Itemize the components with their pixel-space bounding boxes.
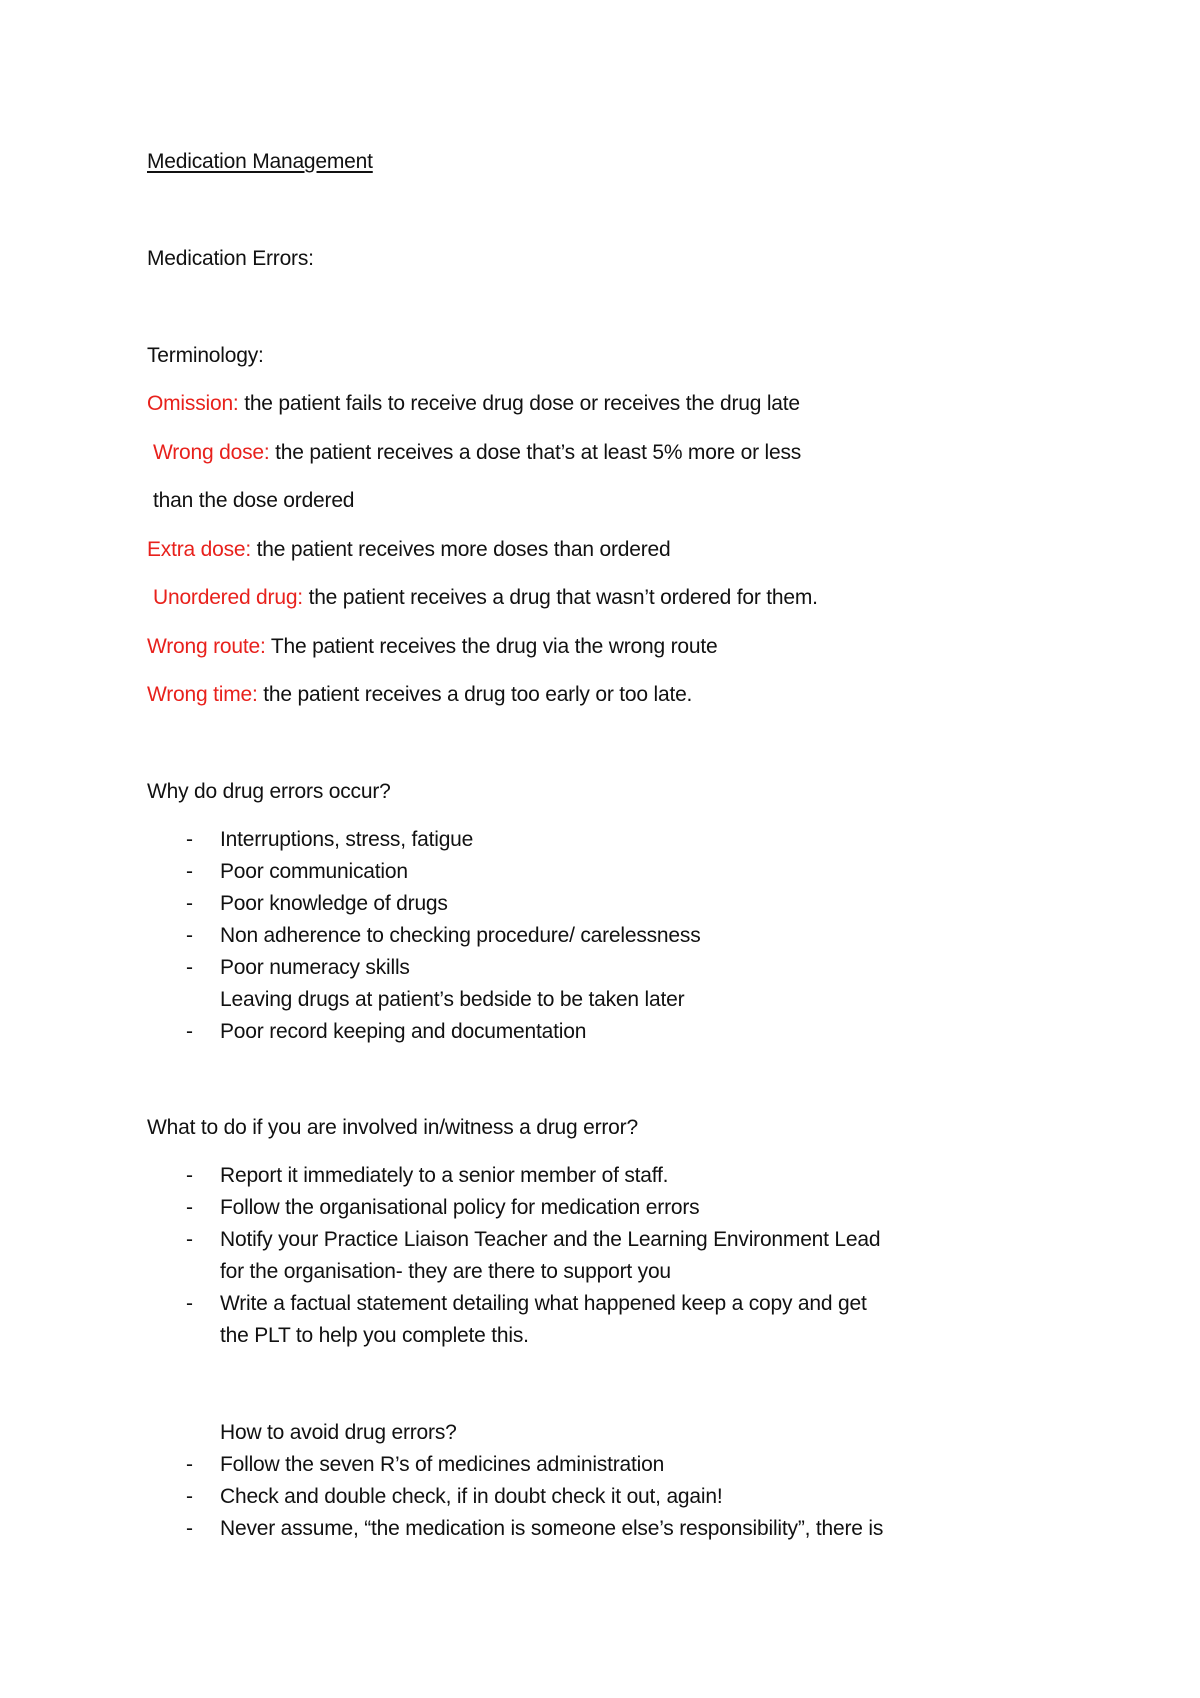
term-line-continuation [153, 488, 354, 514]
term-name: Wrong dose: [153, 441, 270, 464]
list-item: the PLT to help you complete this. [220, 1324, 529, 1347]
term-name: Extra dose: [147, 538, 252, 561]
list-item: for the organisation- they are there to support you [220, 1260, 671, 1283]
term-definition: the patient fails to receive drug dose or receives the drug late [238, 392, 800, 415]
section-heading-why: Why do drug errors occur? [147, 780, 391, 803]
section-heading-avoid: How to avoid drug errors? [220, 1421, 457, 1444]
term-name: Omission: [147, 392, 239, 415]
terminology-label: Terminology: [147, 344, 264, 367]
term-line-wrong-dose [153, 440, 801, 466]
list-bullet: - [186, 1292, 193, 1315]
page-title: Medication Management [147, 150, 373, 173]
list-item: Write a factual statement detailing what happened keep a copy and get [220, 1292, 867, 1315]
term-name: Unordered drug: [153, 586, 303, 609]
section-heading-errors: Medication Errors: [147, 247, 314, 270]
term-name: Wrong route: [147, 635, 266, 658]
list-item: Interruptions, stress, fatigue [220, 828, 474, 851]
term-definition: the patient receives a drug that wasn’t ordered for them. [302, 586, 818, 609]
list-bullet: - [186, 1196, 193, 1219]
section-heading-what: What to do if you are involved in/witness a drug error? [147, 1116, 638, 1139]
term-name: Wrong time: [147, 683, 258, 706]
term-line-unordered-drug [153, 585, 818, 611]
term-line-wrong-route [147, 634, 718, 660]
list-bullet: - [186, 892, 193, 915]
list-bullet: - [186, 1228, 193, 1251]
list-bullet: - [186, 956, 193, 979]
list-item: Follow the organisational policy for medication errors [220, 1196, 700, 1219]
list-item: Poor record keeping and documentation [220, 1020, 587, 1043]
list-bullet: - [186, 1485, 193, 1508]
list-item: Check and double check, if in doubt check it out, again! [220, 1485, 723, 1508]
list-item: Leaving drugs at patient’s bedside to be taken later [220, 988, 685, 1011]
term-definition: the patient receives a drug too early or too late. [257, 683, 693, 706]
term-definition: The patient receives the drug via the wrong route [265, 635, 718, 658]
list-bullet: - [186, 924, 193, 947]
list-item: Report it immediately to a senior member of staff. [220, 1164, 669, 1187]
list-bullet: - [186, 1453, 193, 1476]
term-definition: than the dose ordered [153, 489, 355, 512]
list-bullet: - [186, 860, 193, 883]
term-line-wrong-time [147, 682, 692, 708]
list-item: Notify your Practice Liaison Teacher and the Learning Environment Lead [220, 1228, 881, 1251]
term-definition: the patient receives a dose that’s at least 5% more or less [269, 441, 802, 464]
list-item: Never assume, “the medication is someone else’s responsibility”, there is [220, 1517, 884, 1540]
list-item: Poor numeracy skills [220, 956, 410, 979]
list-bullet: - [186, 1020, 193, 1043]
term-line-extra-dose [147, 537, 670, 563]
list-bullet: - [186, 828, 193, 851]
term-line-omission [147, 391, 800, 417]
list-item: Follow the seven R’s of medicines administration [220, 1453, 665, 1476]
list-bullet: - [186, 1517, 193, 1540]
list-bullet: - [186, 1164, 193, 1187]
list-item: Poor communication [220, 860, 408, 883]
list-item: Non adherence to checking procedure/ carelessness [220, 924, 701, 947]
list-item: Poor knowledge of drugs [220, 892, 448, 915]
term-definition: the patient receives more doses than ordered [251, 538, 671, 561]
